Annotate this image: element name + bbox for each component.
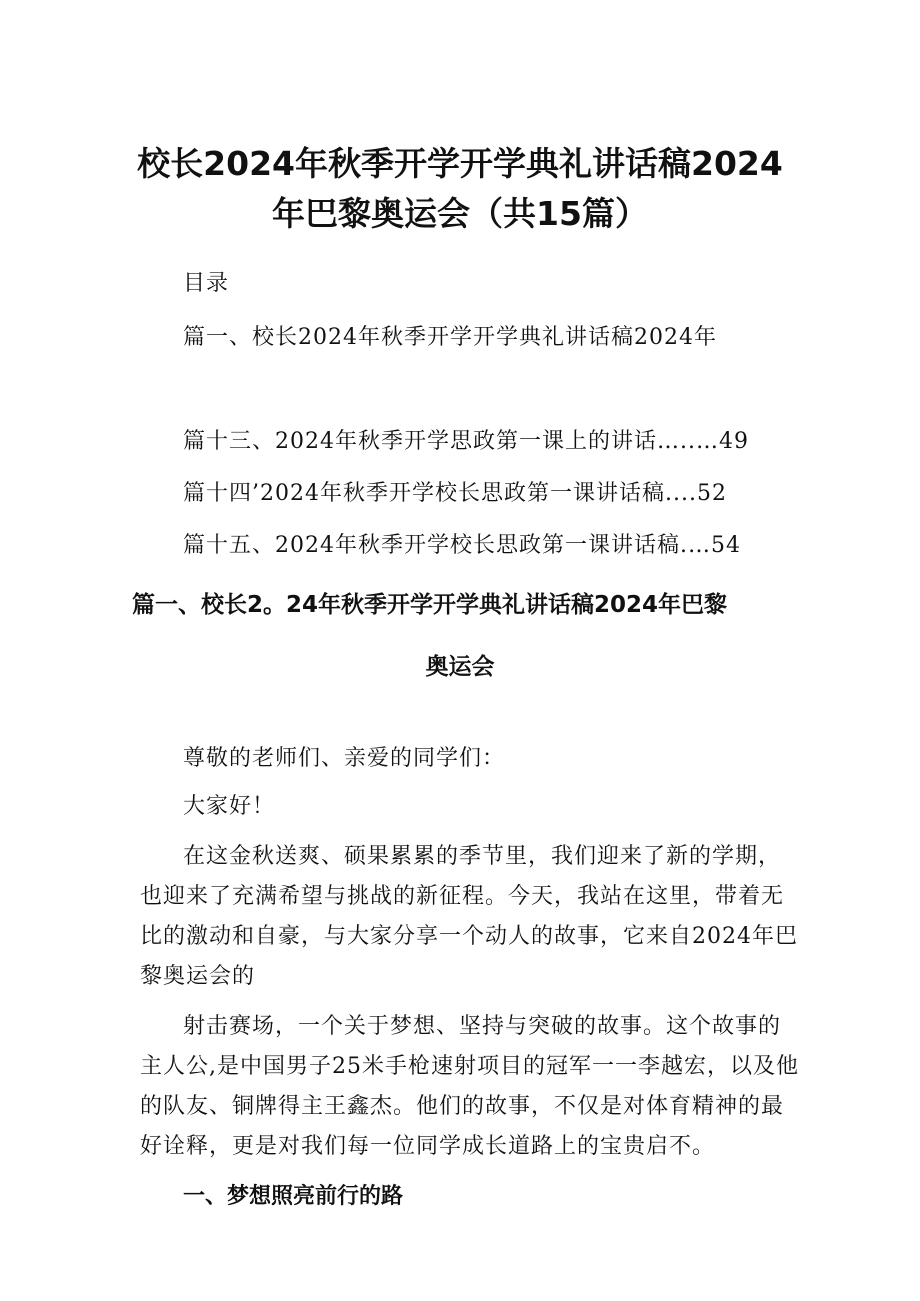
paragraph-line: 射击赛场，一个关于梦想、坚持与突破的故事。这个故事的 [183, 1014, 782, 1039]
toc-item[interactable]: 篇十三、2024年秋季开学思政第一课上的讲话…..…49 [183, 429, 749, 454]
section-title-line-1: 篇一、校长2。24年秋季开学开学典礼讲话稿2024年巴黎 [132, 592, 728, 618]
paragraph-line: 比的激动和自豪，与大家分享一个动人的故事，它来自2024年巴 [140, 924, 798, 949]
paragraph-line: 主人公,是中国男子25米手枪速射项目的冠军一一李越宏，以及他 [140, 1054, 799, 1079]
hello-line: 大家好！ [183, 794, 276, 819]
toc-item[interactable]: 篇十四’2024年秋季开学校长思政第一课讲话稿....52 [183, 481, 727, 506]
section-title-line-2: 奥运会 [425, 654, 495, 680]
toc-item[interactable]: 篇十五、2024年秋季开学校长思政第一课讲话稿.…54 [183, 533, 741, 558]
paragraph-line: 好诠释，更是对我们每一位同学成长道路上的宝贵启不。 [140, 1134, 716, 1159]
document-title-line-1: 校长2024年秋季开学开学典礼讲话稿2024 [137, 144, 783, 183]
paragraph-line: 黎奥运会的 [140, 964, 256, 989]
subheading: 一、梦想照亮前行的路 [183, 1184, 404, 1209]
greeting-line: 尊敬的老师们、亲爱的同学们： [183, 746, 506, 771]
paragraph-line: 的队友、铜牌得主王鑫杰。他们的故事，不仅是对体育精神的最 [140, 1094, 785, 1119]
toc-item[interactable]: 篇一、校长2024年秋季开学开学典礼讲话稿2024年 [183, 325, 717, 350]
paragraph-line: 在这金秋送爽、硕果累累的季节里，我们迎来了新的学期， [183, 844, 782, 869]
document-title-line-2: 年巴黎奥运会（共15篇） [272, 194, 648, 233]
paragraph-line: 也迎来了充满希望与挑战的新征程。今天，我站在这里，带着无 [140, 884, 785, 909]
toc-heading: 目录 [183, 271, 230, 296]
